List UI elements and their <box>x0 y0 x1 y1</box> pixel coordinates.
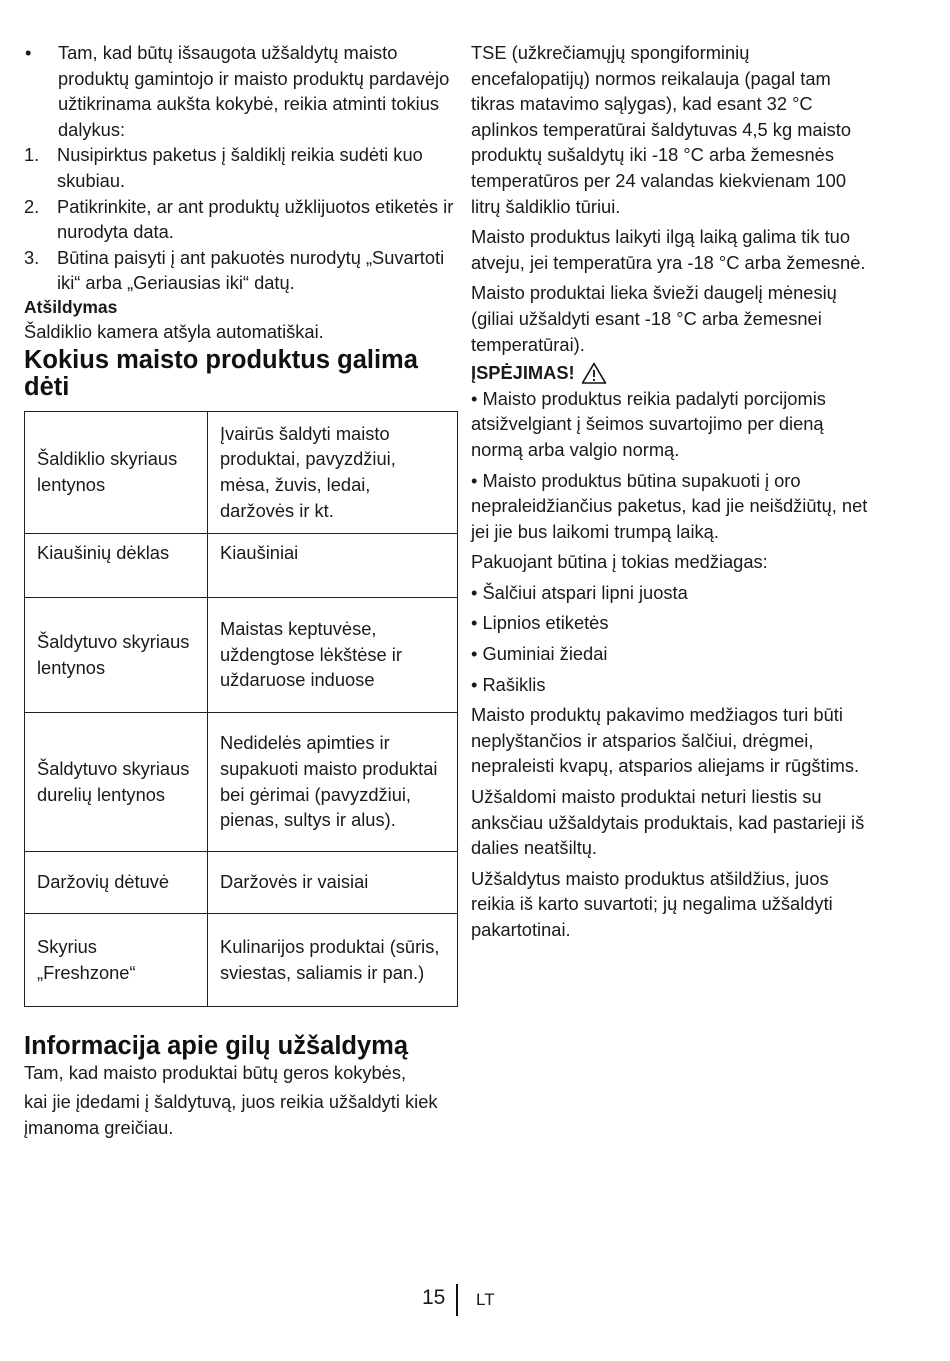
deep-freeze-text-1: Tam, kad maisto produktai būtų geros kokybės, <box>24 1061 407 1083</box>
table-row <box>25 533 458 597</box>
table-row <box>25 913 458 1006</box>
list-item: • Rašiklis <box>471 673 546 695</box>
warning-packaging: • Maisto produktus būtina supakuoti į oro nepraleidžiančius paketus, kad jie neišdžiūtų, net jei jie bus laikomi trumpą laiką. <box>471 469 868 542</box>
intro-bullet <box>24 40 458 142</box>
table-row <box>25 851 458 913</box>
packaging-materials-paragraph: Maisto produktų pakavimo medžiagos turi būti neplyštančios ir atsparios šalčiui, drėgmei, nepraleisti kvapų, atsparios aliejams ir rūgštims. <box>471 704 860 777</box>
warning-heading <box>471 360 871 386</box>
zone-cell: Šaldytuvo skyriaus lentynos <box>25 597 208 712</box>
left-column <box>24 40 458 1140</box>
step-text: Nusipirktus paketus į šaldiklį reikia sudėti kuo skubiau. <box>57 144 423 191</box>
defrost-heading: Atšildymas <box>24 296 118 317</box>
footer-divider <box>456 1284 458 1316</box>
food-cell: Daržovės ir vaisiai <box>208 851 458 913</box>
table-row <box>25 712 458 851</box>
table-row <box>25 411 458 533</box>
step-text: Būtina paisyti į ant pakuotės nurodytų „Suvartoti iki“ arba „Geriausias iki“ datų. <box>57 246 445 294</box>
step-number: 3. <box>24 246 40 268</box>
thawed-paragraph: Užšaldytus maisto produktus atšildžius, juos reikia iš karto suvartoti; jų negalima užšaldyti pakartotinai. <box>471 867 833 940</box>
defrost-text: Šaldiklio kamera atšyla automatiškai. <box>24 320 324 342</box>
list-item: • Lipnios etiketės <box>471 612 609 634</box>
what-to-place-heading: Kokius maisto produktus galima dėti <box>24 345 418 401</box>
step-number: 2. <box>24 195 40 217</box>
food-cell: Kiaušiniai <box>208 533 458 597</box>
zone-cell: Šaldytuvo skyriaus durelių lentynos <box>25 712 208 851</box>
page-number: 15 <box>422 1286 446 1309</box>
zone-cell: Kiaušinių dėklas <box>25 533 208 597</box>
language-code: LT <box>476 1290 495 1309</box>
list-item <box>24 194 458 245</box>
list-item <box>24 245 458 296</box>
deep-freeze-text-2: kai jie įdedami į šaldytuvą, juos reikia užšaldyti kiek įmanoma greičiau. <box>24 1091 438 1138</box>
intro-bullet-text: Tam, kad būtų išsaugota užšaldytų maisto produktų gamintojo ir maisto produktų pardavėjo užtikrinama aukšta kokybė, reikia atminti tokius dalykus: <box>58 42 450 140</box>
packing-intro: Pakuojant būtina į tokias medžiagas: <box>471 551 768 573</box>
storage-zones-table <box>24 411 458 1007</box>
step-number: 1. <box>24 144 40 166</box>
list-item: • Guminiai žiedai <box>471 643 608 665</box>
food-cell: Kulinarijos produktai (sūris, sviestas, saliamis ir pan.) <box>208 913 458 1006</box>
food-cell: Įvairūs šaldyti maisto produktai, pavyzdžiui, mėsa, žuvis, ledai, daržovės ir kt. <box>208 411 458 533</box>
step-text: Patikrinkite, ar ant produktų užklijuotos etiketės ir nurodyta data. <box>57 195 454 243</box>
bullet-icon: • <box>25 42 32 63</box>
deep-freeze-heading: Informacija apie gilų užšaldymą <box>24 1031 409 1060</box>
warning-label: ĮSPĖJIMAS! <box>471 362 575 384</box>
list-item <box>24 142 458 193</box>
warning-triangle-icon <box>581 362 607 384</box>
storage-tips-list <box>24 40 458 296</box>
right-column <box>471 40 871 948</box>
table-row <box>25 597 458 712</box>
zone-cell: Šaldiklio skyriaus lentynos <box>25 411 208 533</box>
zone-cell: Skyrius „Freshzone“ <box>25 913 208 1006</box>
zone-cell: Daržovių dėtuvė <box>25 851 208 913</box>
list-item: • Šalčiui atspari lipni juosta <box>471 581 688 603</box>
food-cell: Nedidelės apimties ir supakuoti maisto produktai bei gėrimai (pavyzdžiui, pienas, sultys ir alus). <box>208 712 458 851</box>
storage-duration-paragraph: Maisto produktus laikyti ilgą laiką galima tik tuo atveju, jei temperatūra yra -18 °C arba žemesnė. <box>471 226 866 273</box>
tse-paragraph: TSE (užkrečiamųjų spongiforminių encefalopatijų) normos reikalauja (pagal tam tikras matavimo sąlygas), kad esant 32 °C aplinkos temperatūrai šaldytuvas 4,5 kg maisto produktų sušaldytų iki -18 °C arba žemesnės temperatūros per 24 valandas kiekvienam 100 litrų šaldiklio tūriui. <box>471 42 852 217</box>
freshness-paragraph: Maisto produktai lieka švieži daugelį mėnesių (giliai užšaldyti esant -18 °C arba žemesnei temperatūrai). <box>471 282 837 355</box>
warning-portions: • Maisto produktus reikia padalyti porcijomis atsižvelgiant į šeimos suvartojimo per dieną normą arba valgio normą. <box>471 387 826 460</box>
contact-paragraph: Užšaldomi maisto produktai neturi liestis su anksčiau užšaldytais produktais, kad pastarieji iš dalies neatšiltų. <box>471 786 865 859</box>
food-cell: Maistas keptuvėse, uždengtose lėkštėse ir uždaruose induose <box>208 597 458 712</box>
